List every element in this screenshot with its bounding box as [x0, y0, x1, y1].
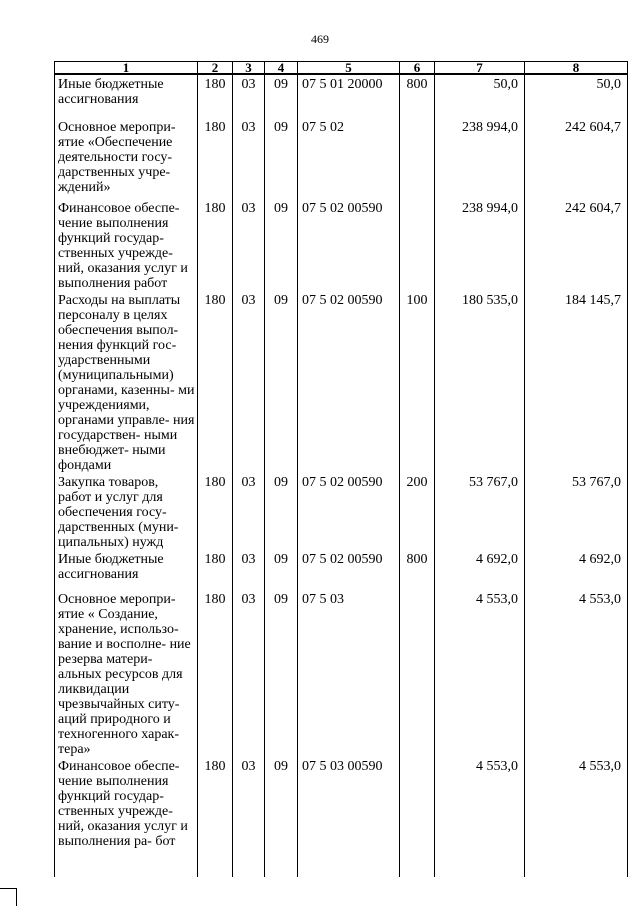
cell-col-7: 238 994,0 [435, 118, 525, 199]
row-name: Расходы на выплаты персоналу в целях обеспечения выпол- нения функций гос- ударственными (муниципальными) органами, казенны- ми учреждениями, органами управле- ния государствен- ными внебюджет- ными фондами [55, 291, 198, 473]
row-name: Иные бюджетные ассигнования [55, 550, 198, 590]
header-col-2: 2 [198, 62, 233, 75]
cell-col-6: 100 [400, 291, 435, 473]
cell-col-8: 4 553,0 [525, 757, 628, 877]
cell-col-3: 03 [233, 473, 265, 550]
cell-col-3: 03 [233, 118, 265, 199]
cell-col-4: 09 [265, 118, 298, 199]
cell-col-4: 09 [265, 199, 298, 291]
cell-col-4: 09 [265, 590, 298, 757]
cell-col-8: 50,0 [525, 74, 628, 118]
header-col-1: 1 [55, 62, 198, 75]
cell-col-4: 09 [265, 550, 298, 590]
cell-col-3: 03 [233, 74, 265, 118]
header-col-6: 6 [400, 62, 435, 75]
page-number: 469 [311, 32, 329, 46]
row-name: Иные бюджетные ассигнования [55, 74, 198, 118]
cell-col-7: 180 535,0 [435, 291, 525, 473]
cell-col-6 [400, 118, 435, 199]
cell-col-4: 09 [265, 757, 298, 877]
cell-col-6 [400, 590, 435, 757]
cell-col-2: 180 [198, 291, 233, 473]
header-col-7: 7 [435, 62, 525, 75]
row-name: Основное меропри- ятие « Создание, хранение, использо- вание и восполне- ние резерва матери- альных ресурсов для ликвидации чрезвычайных ситу- аций природного и техногенного харак- тера» [55, 590, 198, 757]
cell-col-6: 200 [400, 473, 435, 550]
cell-col-2: 180 [198, 757, 233, 877]
cell-col-7: 4 553,0 [435, 757, 525, 877]
row-name: Основное меропри- ятие «Обеспечение деятельности госу- дарственных учре- ждений» [55, 118, 198, 199]
cell-col-4: 09 [265, 291, 298, 473]
cell-col-6: 800 [400, 74, 435, 118]
cell-col-5: 07 5 03 [298, 590, 400, 757]
cell-col-4: 09 [265, 473, 298, 550]
cell-col-8: 242 604,7 [525, 118, 628, 199]
cell-col-3: 03 [233, 757, 265, 877]
table-row [55, 74, 628, 118]
cell-col-2: 180 [198, 473, 233, 550]
cell-col-8: 4 553,0 [525, 590, 628, 757]
header-row [55, 62, 628, 75]
cell-col-5: 07 5 02 00590 [298, 291, 400, 473]
table-row [55, 118, 628, 199]
cell-col-3: 03 [233, 590, 265, 757]
cell-col-2: 180 [198, 74, 233, 118]
cell-col-6: 800 [400, 550, 435, 590]
cell-col-7: 238 994,0 [435, 199, 525, 291]
cell-col-3: 03 [233, 199, 265, 291]
header-col-8: 8 [525, 62, 628, 75]
header-col-3: 3 [233, 62, 265, 75]
cell-col-2: 180 [198, 199, 233, 291]
cell-col-8: 242 604,7 [525, 199, 628, 291]
cell-col-8: 53 767,0 [525, 473, 628, 550]
cell-col-5: 07 5 02 00590 [298, 199, 400, 291]
budget-table [54, 61, 628, 877]
cell-col-3: 03 [233, 550, 265, 590]
header-col-5: 5 [298, 62, 400, 75]
cell-col-6 [400, 199, 435, 291]
cell-col-2: 180 [198, 550, 233, 590]
cell-col-5: 07 5 02 [298, 118, 400, 199]
cell-col-7: 53 767,0 [435, 473, 525, 550]
cell-col-7: 4 553,0 [435, 590, 525, 757]
cell-col-2: 180 [198, 590, 233, 757]
cell-col-5: 07 5 03 00590 [298, 757, 400, 877]
cell-col-8: 4 692,0 [525, 550, 628, 590]
table-row [55, 473, 628, 550]
header-col-4: 4 [265, 62, 298, 75]
table-row [55, 291, 628, 473]
scan-corner-mark [0, 888, 17, 906]
cell-col-3: 03 [233, 291, 265, 473]
row-name: Финансовое обеспе- чение выполнения функций государ- ственных учрежде- ний, оказания услуг и выполнения работ [55, 199, 198, 291]
cell-col-8: 184 145,7 [525, 291, 628, 473]
table-row [55, 199, 628, 291]
cell-col-5: 07 5 02 00590 [298, 550, 400, 590]
table-row [55, 590, 628, 757]
cell-col-2: 180 [198, 118, 233, 199]
table-row [55, 757, 628, 877]
table-row [55, 550, 628, 590]
cell-col-4: 09 [265, 74, 298, 118]
cell-col-6 [400, 757, 435, 877]
cell-col-7: 4 692,0 [435, 550, 525, 590]
cell-col-5: 07 5 02 00590 [298, 473, 400, 550]
cell-col-7: 50,0 [435, 74, 525, 118]
cell-col-5: 07 5 01 20000 [298, 74, 400, 118]
row-name: Финансовое обеспе- чение выполнения функций государ- ственных учрежде- ний, оказания услуг и выполнения ра- бот [55, 757, 198, 877]
row-name: Закупка товаров, работ и услуг для обеспечения госу- дарственных (муни- ципальных) нужд [55, 473, 198, 550]
